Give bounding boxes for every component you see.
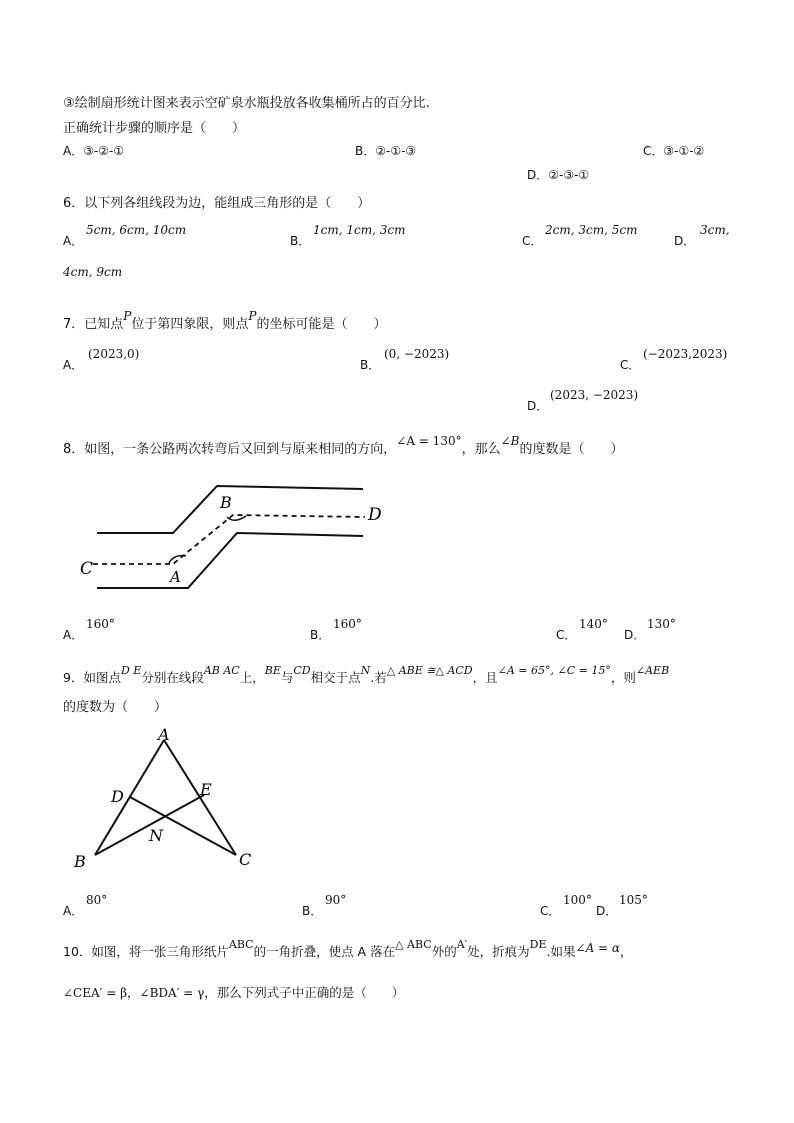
q9-label-a: A [158,725,170,744]
q7-question [63,309,387,332]
q6-option-c-label: C． [522,234,543,248]
q6-option-a-value: 5cm, 6cm, 10cm [86,223,187,237]
q8-option-c-label: C． [556,628,577,642]
q8-angle-a: ∠A = 130° [396,434,462,448]
q9-label-e: E [200,780,212,799]
q8-angle-b: ∠B [500,434,520,448]
q9-option-b-label: B． [302,904,323,918]
q9-angle-a: ∠A = 65° [497,664,551,677]
q9-segment-be: BE [264,664,281,677]
q6-option-d-value-2: 4cm, 9cm [63,265,123,279]
q9-points-de: D E [120,664,142,677]
q10-angle-alpha: ∠A = α [575,941,621,955]
q5-option-a: A．③-②-① [63,144,125,158]
q8-question [63,434,624,457]
q10-text-2: 的一角折叠，使点 A 落在 [253,944,396,959]
q9-text-1: 9．如图点 [63,670,121,685]
q8-option-d-label: D． [624,628,646,642]
q7-option-a-label: A． [63,358,84,372]
q10-question-line-2 [63,983,404,1001]
q7-option-b-value: (0, −2023) [384,347,450,361]
q7-option-c-value: (−2023,2023) [643,347,728,361]
q9-option-a-label: A． [63,904,84,918]
q9-angle-aeb: ∠AEB [635,664,670,677]
q5-option-c: C．③-①-② [643,144,705,158]
q8-option-a-value: 160° [86,617,115,631]
q8-option-b-value: 160° [333,617,362,631]
q9-text-7: ，且 [472,670,498,685]
q9-option-d-value: 105° [619,893,648,907]
q8-option-c-value: 140° [579,617,608,631]
q9-option-b-value: 90° [325,893,347,907]
q8-option-b-label: B． [310,628,331,642]
q9-label-c: C [239,850,252,869]
q10-text-1: 10．如图，将一张三角形纸片 [63,944,229,959]
q8-option-a-label: A． [63,628,84,642]
q9-text-4: 与 [280,670,294,685]
q9-angle-c: ∠C = 15° [557,664,611,677]
q10-triangle-symbol: △ ABC [395,938,432,951]
q10-text-7: ，那么下列式子中正确的是（ ） [204,985,405,1000]
q9-segments-ab-ac: AB AC [203,664,240,677]
q9-option-d-label: D． [596,904,618,918]
q7-option-a-value: (2023,0) [88,347,140,361]
q9-text-6: .若 [370,670,387,685]
q9-label-b: B [74,852,86,871]
q9-question: 9．如图点D E分别在线段AB AC上，BE与CD相交于点N.若△ ABE ≅△ ACD，且∠A = 65°, ∠C = 15°，则∠AEB [63,664,670,685]
q10-crease-de: DE [529,938,547,951]
q9-congruence: △ ABE ≅△ ACD [386,664,473,677]
q8-option-d-value: 130° [647,617,676,631]
q9-label-n: N [149,826,163,845]
q6-option-c-value: 2cm, 3cm, 5cm [545,223,638,237]
q7-option-c-label: C． [620,358,641,372]
q9-segment-cd: CD [293,664,311,677]
q9-point-n: N [360,664,371,677]
q10-triangle-abc: ABC [228,938,254,951]
q10-text-4: 处，折痕为 [467,944,530,959]
q8-road-lower-edge [97,533,363,588]
q9-triangle-figure [68,722,268,877]
q10-text-3: 外的 [431,944,457,959]
q8-label-a: A [170,568,181,586]
q10-text-5: .如果 [546,944,576,959]
q7-option-b-label: B． [360,358,381,372]
q7-point-p: P [123,309,132,323]
q7-option-d-label: D． [527,399,549,413]
q10-question [63,938,633,960]
q10-angle-gamma: ∠BDA′ = γ [139,986,205,1000]
q10-angle-beta: ∠CEA′ = β [63,986,128,1000]
q5-option-d: D．②-③-① [527,168,590,182]
q8-label-c: C [80,559,94,579]
q5-question: 正确统计步骤的顺序是（ ） [63,121,246,136]
q5-step3-text: ③绘制扇形统计图来表示空矿泉水瓶投放各收集桶所占的百分比. [63,96,430,111]
q6-option-b-value: 1cm, 1cm, 3cm [313,223,406,237]
q9-question-line-2: 的度数为（ ） [63,700,168,715]
q8-text-2: ，那么 [461,442,501,457]
q9-text-2: 分别在线段 [141,670,204,685]
q10-point-a-prime: A′ [456,938,468,951]
q9-text-5: 相交于点 [310,670,361,685]
q9-text-8: ，则 [610,670,636,685]
q6-option-d-value-1: 3cm, [700,223,730,237]
q9-text-3: 上， [239,670,265,685]
q8-label-d: D [368,505,382,525]
q10-comma: ， [620,944,633,959]
q10-text-6: ， [127,985,140,1000]
q9-option-a-value: 80° [86,893,108,907]
q6-option-b-label: B． [290,234,311,248]
q7-option-d-value: (2023, −2023) [550,388,639,402]
q8-angle-a-arc [169,556,186,563]
q8-dashed-path [93,515,365,564]
q8-road-figure [70,470,400,590]
q9-option-c-value: 100° [563,893,592,907]
q6-question: 6．以下列各组线段为边，能组成三角形的是（ ） [63,196,371,211]
q6-option-d-label: D． [674,234,696,248]
q7-text-1: 7．已知点 [63,317,124,332]
q7-text-2: 位于第四象限，则点 [131,317,249,332]
q8-text-1: 8．如图，一条公路两次转弯后又回到与原来相同的方向， [63,442,397,457]
q5-option-b: B．②-①-③ [355,144,417,158]
q7-point-p-2: P [248,309,257,323]
q9-label-d: D [111,787,124,806]
q7-text-3: 的坐标可能是（ ） [256,317,387,332]
q8-text-3: 的度数是（ ） [519,442,624,457]
q9-option-c-label: C． [540,904,561,918]
q8-label-b: B [220,493,232,512]
q6-option-a-label: A． [63,234,84,248]
